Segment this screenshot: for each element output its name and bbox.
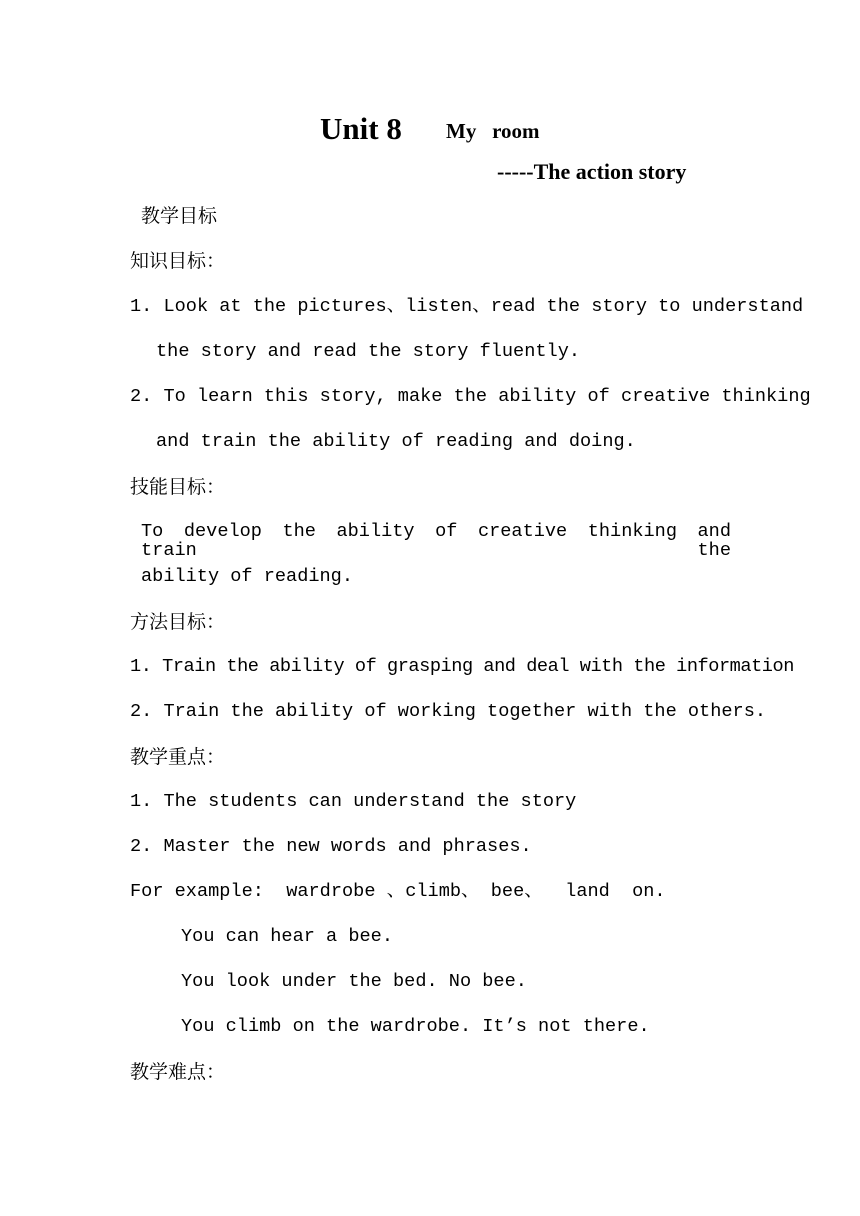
difficult-heading: 教学难点： xyxy=(130,1061,226,1083)
topic-title: My room xyxy=(446,119,540,143)
subtitle: -----The action story xyxy=(497,159,687,184)
knowledge-item-1-line2: the story and read the story fluently. xyxy=(156,341,581,362)
example-sentence-1: You can hear a bee. xyxy=(181,926,394,947)
example-sentence-3: You climb on the wardrobe. It’s not there. xyxy=(181,1016,650,1037)
key-heading: 教学重点： xyxy=(130,746,226,768)
knowledge-item-1-line1: 1. Look at the pictures、listen、read the story to understand xyxy=(130,296,804,317)
skill-heading: 技能目标： xyxy=(130,476,226,498)
objectives-heading: 教学目标 xyxy=(141,205,218,227)
knowledge-item-2-line2: and train the ability of reading and doing. xyxy=(156,431,636,452)
method-item-2: 2. Train the ability of working together with the others. xyxy=(130,701,767,722)
example-sentence-2: You look under the bed. No bee. xyxy=(181,971,527,992)
skill-line2: ability of reading. xyxy=(141,566,354,587)
method-item-1: 1. Train the ability of grasping and deal with the information xyxy=(130,656,794,677)
key-item-1: 1. The students can understand the story xyxy=(130,791,577,812)
knowledge-item-2-line1: 2. To learn this story, make the ability of creative thinking xyxy=(130,386,811,407)
unit-title: Unit 8 xyxy=(320,111,402,146)
skill-line1: To develop the ability of creative thinking and train the xyxy=(141,521,731,561)
example-line: For example: wardrobe 、climb、 bee、 land on. xyxy=(130,881,666,902)
method-heading: 方法目标： xyxy=(130,611,226,633)
key-item-2: 2. Master the new words and phrases. xyxy=(130,836,532,857)
knowledge-heading: 知识目标： xyxy=(130,250,226,272)
